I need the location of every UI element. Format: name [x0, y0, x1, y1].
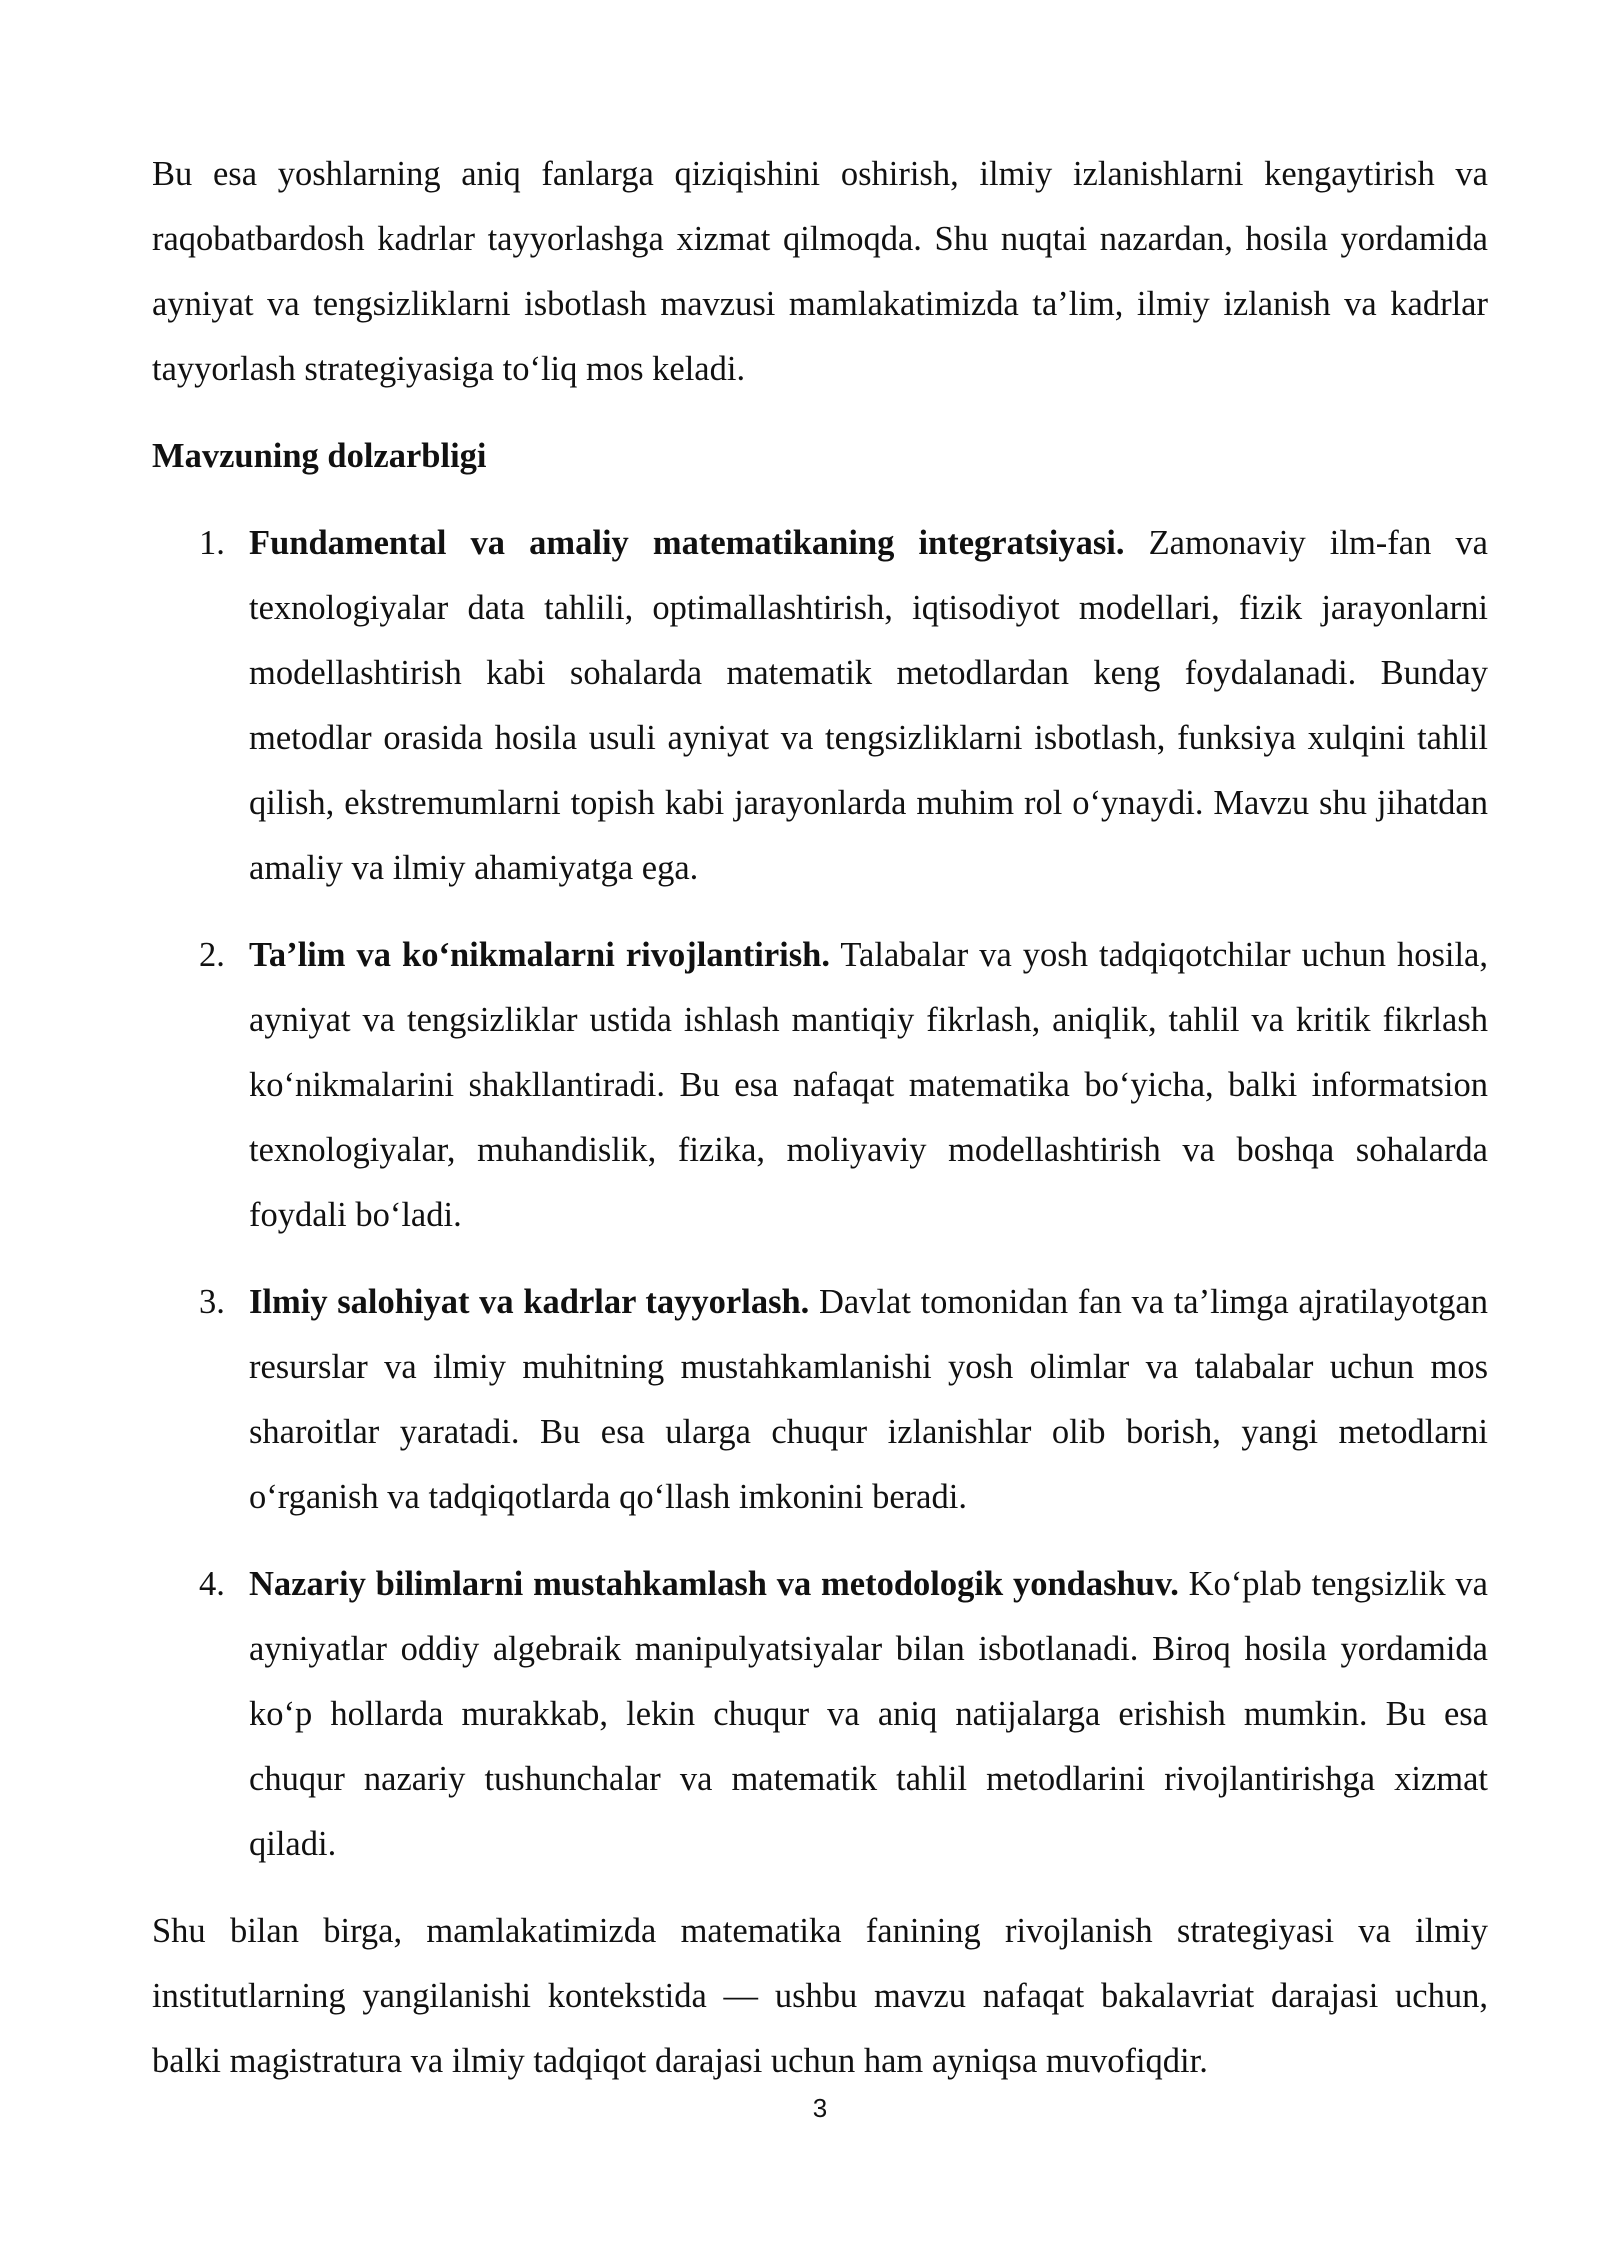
list-item-title: Ilmiy salohiyat va kadrlar tayyorlash. — [249, 1283, 810, 1321]
list-item — [152, 511, 1488, 901]
list-item — [152, 1552, 1488, 1877]
closing-paragraph: Shu bilan birga, mamlakatimizda matematika fanining rivojlanish strategiyasi va ilmiy institutlarning yangilanishi kontekstida — ushbu mavzu nafaqat bakalavriat darajasi uchun, balki magistratura va ilmiy tadqiqot darajasi uchun ham ayniqsa muvofiqdir. — [152, 1912, 1488, 2080]
list-item-number: 1. — [199, 524, 225, 562]
list-item-text: Zamonaviy ilm-fan va texnologiyalar data tahlili, optimallashtirish, iqtisodiyot modellari, fizik jarayonlarni modellashtirish kabi sohalarda matematik metodlardan keng foydalanadi. Bunday metodlar orasida hosila usuli ayniyat va tengsizliklarni isbotlash, funksiya xulqini tahlil qilish, ekstremumlarni topish kabi jarayonlarda muhim rol o‘ynaydi. Mavzu shu jihatdan amaliy va ilmiy ahamiyatga ega. — [249, 524, 1488, 887]
page-content — [152, 142, 1488, 2094]
list-item-title: Nazariy bilimlarni mustahkamlash va metodologik yondashuv. — [249, 1565, 1179, 1603]
list-item-number: 2. — [199, 936, 225, 974]
list-item-text: Talabalar va yosh tadqiqotchilar uchun hosila, ayniyat va tengsizliklar ustida ishlash mantiqiy fikrlash, aniqlik, tahlil va kritik fikrlash ko‘nikmalarini shakllantiradi. Bu esa nafaqat matematika bo‘yicha, balki informatsion texnologiyalar, muhandislik, fizika, moliyaviy modellashtirish va boshqa sohalarda foydali bo‘ladi. — [249, 936, 1488, 1234]
intro-paragraph: Bu esa yoshlarning aniq fanlarga qiziqishini oshirish, ilmiy izlanishlarni kengaytirish va raqobatbardosh kadrlar tayyorlashga xizmat qilmoqda. Shu nuqtai nazardan, hosila yordamida ayniyat va tengsizliklarni isbotlash mavzusi mamlakatimizda ta’lim, ilmiy izlanish va kadrlar tayyorlash strategiyasiga to‘liq mos keladi. — [152, 155, 1488, 388]
list-item-text: Davlat tomonidan fan va ta’limga ajratilayotgan resurslar va ilmiy muhitning mustahkamlanishi yosh olimlar va talabalar uchun mos sharoitlar yaratadi. Bu esa ularga chuqur izlanishlar olib borish, yangi metodlarni o‘rganish va tadqiqotlarda qo‘llash imkonini beradi. — [249, 1283, 1488, 1516]
list-item-number: 4. — [199, 1565, 225, 1603]
list-item-title: Ta’lim va ko‘nikmalarni rivojlantirish. — [249, 936, 830, 974]
list-item-number: 3. — [199, 1283, 225, 1321]
page-number: 3 — [812, 2093, 828, 2123]
list-item-text: Ko‘plab tengsizlik va ayniyatlar oddiy algebraik manipulyatsiyalar bilan isbotlanadi. Biroq hosila yordamida ko‘p hollarda murakkab, lekin chuqur va aniq natijalarga erishish mumkin. Bu esa chuqur nazariy tushunchalar va matematik tahlil metodlarini rivojlantirishga xizmat qiladi. — [249, 1565, 1488, 1863]
list-item-title: Fundamental va amaliy matematikaning integratsiyasi. — [249, 524, 1125, 562]
list-item — [152, 1270, 1488, 1530]
list-item — [152, 923, 1488, 1248]
section-heading: Mavzuning dolzarbligi — [152, 437, 487, 475]
relevance-list — [152, 511, 1488, 1877]
